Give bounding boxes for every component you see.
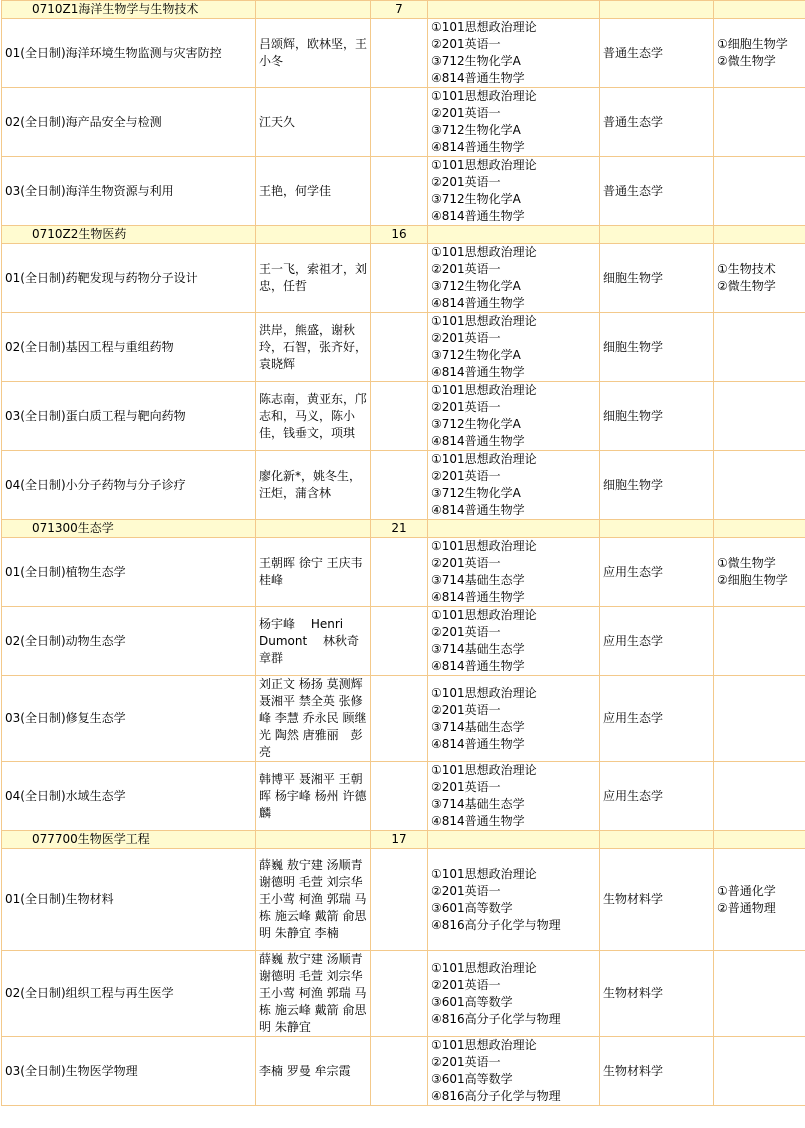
direction-name: 02(全日制)动物生态学	[2, 607, 256, 676]
advisor-names: 韩博平 聂湘平 王朝晖 杨宇峰 杨州 许德麟	[256, 762, 371, 831]
quota-cell	[371, 849, 428, 951]
advisor-names: 陈志南，黄亚东，邝志和，马义，陈小佳，钱垂文，项琪	[256, 382, 371, 451]
exam-subject: ④814普通生物学	[431, 434, 525, 448]
category-extra-blank	[714, 520, 805, 538]
equivalent-subjects	[714, 762, 805, 831]
equivalent-subject: ②普通物理	[717, 900, 776, 915]
exam-subject: ①101思想政治理论	[431, 383, 537, 397]
advisor-names: 吕颂辉，欧林坚，王小冬	[256, 19, 371, 88]
exam-subjects	[428, 157, 600, 226]
quota-cell	[371, 451, 428, 520]
exam-subject: ④814普通生物学	[431, 814, 525, 828]
equivalent-subjects	[714, 244, 805, 313]
category-count: 16	[371, 226, 428, 244]
exam-subject: ②201英语一	[431, 1055, 501, 1069]
category-name: 0710Z1海洋生物学与生物技术	[2, 1, 256, 19]
quota-cell	[371, 676, 428, 762]
quota-cell	[371, 762, 428, 831]
exam-subject: ③714基础生态学	[431, 797, 525, 811]
direction-row	[2, 313, 805, 382]
equivalent-subjects	[714, 676, 805, 762]
exam-subjects	[428, 607, 600, 676]
exam-subject: ②201英语一	[431, 469, 501, 483]
exam-subject: ④814普通生物学	[431, 296, 525, 310]
exam-subjects	[428, 88, 600, 157]
direction-name: 03(全日制)修复生态学	[2, 676, 256, 762]
exam-subjects	[428, 849, 600, 951]
category-advisor-blank	[256, 520, 371, 538]
retest-subject: 细胞生物学	[600, 313, 714, 382]
direction-name: 02(全日制)基因工程与重组药物	[2, 313, 256, 382]
direction-name: 01(全日制)药靶发现与药物分子设计	[2, 244, 256, 313]
quota-cell	[371, 88, 428, 157]
exam-subjects	[428, 451, 600, 520]
exam-subject: ①101思想政治理论	[431, 452, 537, 466]
category-row	[2, 1, 805, 19]
exam-subjects	[428, 244, 600, 313]
retest-subject: 生物材料学	[600, 951, 714, 1037]
category-advisor-blank	[256, 1, 371, 19]
exam-subject: ③712生物化学A	[431, 486, 521, 500]
category-retest-blank	[600, 1, 714, 19]
equivalent-subject: ②微生物学	[717, 54, 776, 68]
exam-subjects	[428, 676, 600, 762]
advisor-names: 刘正文 杨扬 莫测辉 聂湘平 禁全英 张修峰 李慧 乔永民 顾继光 陶然 唐雅丽 彭亮	[256, 676, 371, 762]
exam-subject: ④816高分子化学与物理	[431, 1011, 561, 1026]
exam-subject: ①101思想政治理论	[431, 314, 537, 328]
direction-name: 02(全日制)组织工程与再生医学	[2, 951, 256, 1037]
retest-subject: 细胞生物学	[600, 451, 714, 520]
category-name: 077700生物医学工程	[2, 831, 256, 849]
admissions-table-body	[2, 1, 805, 1106]
category-exam-blank	[428, 1, 600, 19]
quota-cell	[371, 951, 428, 1037]
direction-name: 03(全日制)海洋生物资源与利用	[2, 157, 256, 226]
exam-subject: ④814普通生物学	[431, 365, 525, 379]
category-count: 21	[371, 520, 428, 538]
exam-subject: ①101思想政治理论	[431, 158, 537, 172]
category-name: 071300生态学	[2, 520, 256, 538]
quota-cell	[371, 382, 428, 451]
equivalent-subject: ①普通化学	[717, 883, 776, 898]
advisor-names: 江天久	[256, 88, 371, 157]
category-count: 7	[371, 1, 428, 19]
quota-cell	[371, 19, 428, 88]
advisor-names: 杨宇峰 Henri Dumont 林秋奇 章群	[256, 607, 371, 676]
advisor-names: 王一飞，索祖才，刘忠，任哲	[256, 244, 371, 313]
equivalent-subjects	[714, 382, 805, 451]
exam-subject: ①101思想政治理论	[431, 539, 537, 553]
direction-name: 03(全日制)生物医学物理	[2, 1037, 256, 1106]
direction-row	[2, 88, 805, 157]
category-extra-blank	[714, 226, 805, 244]
retest-subject: 应用生态学	[600, 762, 714, 831]
exam-subject: ④816高分子化学与物理	[431, 917, 561, 932]
exam-subject: ③714基础生态学	[431, 719, 525, 734]
equivalent-subjects	[714, 1037, 805, 1106]
category-exam-blank	[428, 520, 600, 538]
category-advisor-blank	[256, 226, 371, 244]
exam-subjects	[428, 19, 600, 88]
exam-subject: ③601高等数学	[431, 1072, 513, 1086]
exam-subject: ④814普通生物学	[431, 736, 525, 751]
equivalent-subjects	[714, 607, 805, 676]
equivalent-subjects	[714, 538, 805, 607]
retest-subject: 细胞生物学	[600, 382, 714, 451]
retest-subject: 普通生态学	[600, 88, 714, 157]
equivalent-subjects	[714, 157, 805, 226]
exam-subject: ④814普通生物学	[431, 71, 525, 85]
category-extra-blank	[714, 831, 805, 849]
admissions-table	[1, 0, 805, 1106]
exam-subject: ④814普通生物学	[431, 590, 525, 604]
equivalent-subjects	[714, 951, 805, 1037]
exam-subject: ②201英语一	[431, 400, 501, 414]
exam-subject: ④814普通生物学	[431, 140, 525, 154]
advisor-names: 洪岸，熊盛，谢秋玲，石智，张齐好，袁晓辉	[256, 313, 371, 382]
retest-subject: 生物材料学	[600, 1037, 714, 1106]
equivalent-subjects	[714, 19, 805, 88]
direction-name: 04(全日制)小分子药物与分子诊疗	[2, 451, 256, 520]
retest-subject: 细胞生物学	[600, 244, 714, 313]
exam-subject: ②201英语一	[431, 556, 501, 570]
advisor-names: 王朝晖 徐宁 王庆韦桂峰	[256, 538, 371, 607]
category-row	[2, 831, 805, 849]
equivalent-subjects	[714, 849, 805, 951]
exam-subject: ①101思想政治理论	[431, 1038, 537, 1052]
advisor-names: 薛巍 敖宁建 汤顺青 谢德明 毛萱 刘宗华 王小莺 柯渔 郭瑞 马栋 施云峰 戴箭 俞思明 朱静宜	[256, 951, 371, 1037]
exam-subject: ④816高分子化学与物理	[431, 1089, 561, 1103]
exam-subject: ①101思想政治理论	[431, 89, 537, 103]
exam-subject: ②201英语一	[431, 175, 501, 189]
direction-row	[2, 451, 805, 520]
quota-cell	[371, 244, 428, 313]
category-advisor-blank	[256, 831, 371, 849]
exam-subject: ②201英语一	[431, 106, 501, 120]
direction-name: 01(全日制)生物材料	[2, 849, 256, 951]
retest-subject: 应用生态学	[600, 676, 714, 762]
direction-name: 01(全日制)海洋环境生物监测与灾害防控	[2, 19, 256, 88]
advisor-names: 薛巍 敖宁建 汤顺青 谢德明 毛萱 刘宗华 王小莺 柯渔 郭瑞 马栋 施云峰 戴箭 俞思明 朱静宜 李楠	[256, 849, 371, 951]
exam-subject: ①101思想政治理论	[431, 20, 537, 34]
advisor-names: 李楠 罗曼 牟宗霞	[256, 1037, 371, 1106]
exam-subjects	[428, 762, 600, 831]
direction-name: 02(全日制)海产品安全与检测	[2, 88, 256, 157]
category-row	[2, 226, 805, 244]
exam-subject: ②201英语一	[431, 262, 501, 276]
retest-subject: 普通生态学	[600, 157, 714, 226]
exam-subject: ③714基础生态学	[431, 642, 525, 656]
exam-subject: ③712生物化学A	[431, 279, 521, 293]
direction-name: 03(全日制)蛋白质工程与靶向药物	[2, 382, 256, 451]
exam-subject: ①101思想政治理论	[431, 763, 537, 777]
direction-row	[2, 951, 805, 1037]
exam-subjects	[428, 1037, 600, 1106]
direction-row	[2, 849, 805, 951]
category-row	[2, 520, 805, 538]
exam-subject: ③601高等数学	[431, 900, 513, 915]
direction-row	[2, 244, 805, 313]
equivalent-subjects	[714, 313, 805, 382]
category-retest-blank	[600, 226, 714, 244]
equivalent-subject: ②微生物学	[717, 279, 776, 293]
category-retest-blank	[600, 831, 714, 849]
category-count: 17	[371, 831, 428, 849]
quota-cell	[371, 538, 428, 607]
exam-subject: ③712生物化学A	[431, 54, 521, 68]
direction-row	[2, 1037, 805, 1106]
category-extra-blank	[714, 1, 805, 19]
retest-subject: 应用生态学	[600, 607, 714, 676]
direction-row	[2, 762, 805, 831]
equivalent-subject: ①微生物学	[717, 556, 776, 570]
category-name: 0710Z2生物医药	[2, 226, 256, 244]
exam-subject: ②201英语一	[431, 977, 501, 992]
advisor-names: 王艳，何学佳	[256, 157, 371, 226]
retest-subject: 生物材料学	[600, 849, 714, 951]
direction-row	[2, 157, 805, 226]
direction-row	[2, 676, 805, 762]
equivalent-subject: ①生物技术	[717, 262, 776, 276]
exam-subject: ②201英语一	[431, 37, 501, 51]
quota-cell	[371, 313, 428, 382]
exam-subject: ③712生物化学A	[431, 417, 521, 431]
category-exam-blank	[428, 226, 600, 244]
direction-row	[2, 607, 805, 676]
exam-subject: ②201英语一	[431, 780, 501, 794]
exam-subject: ③712生物化学A	[431, 192, 521, 206]
exam-subject: ①101思想政治理论	[431, 960, 537, 975]
exam-subject: ②201英语一	[431, 625, 501, 639]
quota-cell	[371, 1037, 428, 1106]
exam-subject: ④814普通生物学	[431, 503, 525, 517]
exam-subject: ②201英语一	[431, 331, 501, 345]
equivalent-subjects	[714, 88, 805, 157]
direction-name: 04(全日制)水域生态学	[2, 762, 256, 831]
quota-cell	[371, 607, 428, 676]
direction-row	[2, 382, 805, 451]
exam-subject: ①101思想政治理论	[431, 608, 537, 622]
category-retest-blank	[600, 520, 714, 538]
advisor-names: 廖化新*，姚冬生，汪炬，蒲含林	[256, 451, 371, 520]
category-exam-blank	[428, 831, 600, 849]
exam-subject: ③712生物化学A	[431, 348, 521, 362]
retest-subject: 应用生态学	[600, 538, 714, 607]
exam-subject: ②201英语一	[431, 702, 501, 717]
retest-subject: 普通生态学	[600, 19, 714, 88]
exam-subject: ③712生物化学A	[431, 123, 521, 137]
exam-subjects	[428, 538, 600, 607]
exam-subjects	[428, 313, 600, 382]
exam-subject: ①101思想政治理论	[431, 866, 537, 881]
exam-subject: ④814普通生物学	[431, 659, 525, 673]
direction-row	[2, 19, 805, 88]
exam-subject: ③714基础生态学	[431, 573, 525, 587]
equivalent-subject: ②细胞生物学	[717, 573, 788, 587]
exam-subject: ④814普通生物学	[431, 209, 525, 223]
exam-subject: ①101思想政治理论	[431, 685, 537, 700]
equivalent-subjects	[714, 451, 805, 520]
exam-subject: ②201英语一	[431, 883, 501, 898]
quota-cell	[371, 157, 428, 226]
exam-subjects	[428, 951, 600, 1037]
direction-row	[2, 538, 805, 607]
direction-name: 01(全日制)植物生态学	[2, 538, 256, 607]
exam-subjects	[428, 382, 600, 451]
equivalent-subject: ①细胞生物学	[717, 37, 788, 51]
exam-subject: ③601高等数学	[431, 994, 513, 1009]
exam-subject: ①101思想政治理论	[431, 245, 537, 259]
